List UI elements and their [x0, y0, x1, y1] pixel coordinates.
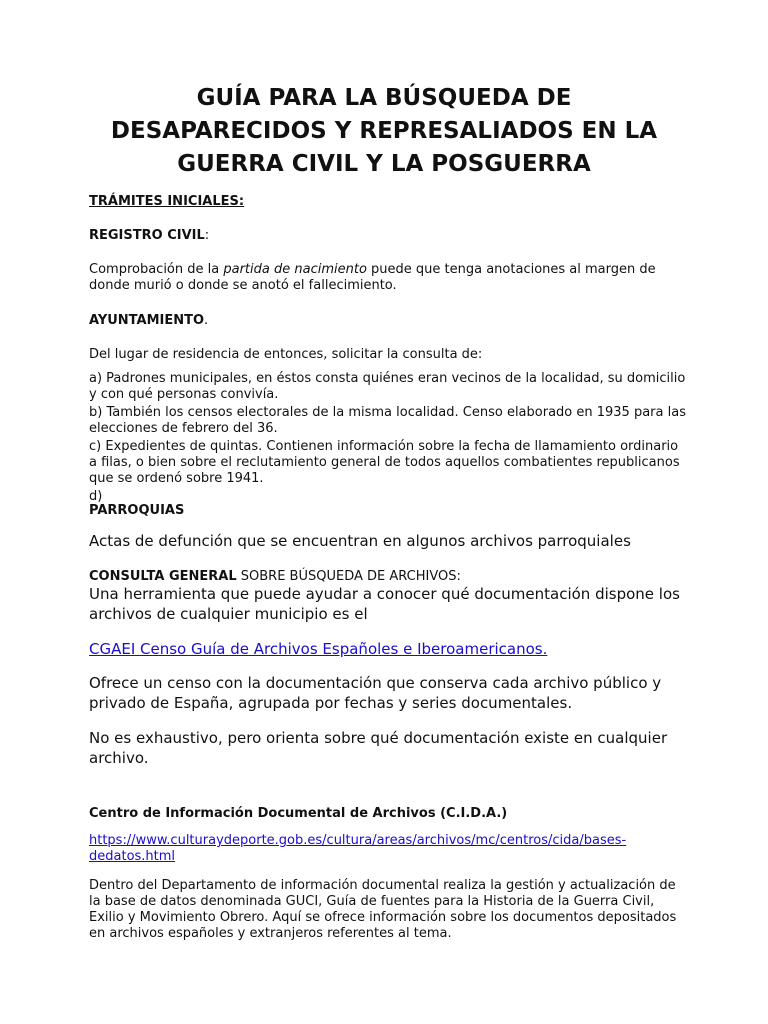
registro-heading-suffix: : — [204, 228, 210, 243]
consulta-heading — [89, 569, 689, 585]
title-line-3: GUERRA CIVIL Y LA POSGUERRA — [177, 151, 591, 177]
title-line-2: DESAPARECIDOS Y REPRESALIADOS EN LA — [110, 118, 658, 144]
list-item: c) Expedientes de quintas. Contienen información sobre la fecha de llamamiento ordinario a filas, o bien sobre el reclutamiento general de todos aquellos combatientes republicanos que se ordenó sobre 1941. — [89, 439, 680, 486]
consulta-heading-bold: CONSULTA GENERAL — [89, 569, 237, 584]
tramites-heading: TRÁMITES INICIALES: — [89, 194, 245, 209]
list-item: a) Padrones municipales, en éstos consta quiénes eran vecinos de la localidad, su domicilio y con qué personas convivía. — [89, 371, 686, 402]
consulta-para-2: No es exhaustivo, pero orienta sobre qué documentación existe en cualquier archivo. — [89, 729, 668, 767]
cida-link-line-1: https://www.culturaydeporte.gob.es/cultura/areas/archivos/mc/centros/cida/bases- — [89, 833, 627, 848]
consulta-para-1: Ofrece un censo con la documentación que conserva cada archivo público y privado de España, agrupada por fechas y series documentales. — [89, 674, 662, 712]
document-title — [60, 82, 708, 181]
registro-text — [89, 262, 689, 294]
parroquias-heading: PARROQUIAS — [89, 503, 185, 518]
consulta-text: Una herramienta que puede ayudar a conocer qué documentación dispone los archivos de cualquier municipio es el — [89, 585, 680, 623]
cida-link[interactable] — [89, 833, 689, 865]
cgaei-link[interactable]: CGAEI Censo Guía de Archivos Españoles e Iberoamericanos. — [89, 640, 548, 658]
ayuntamiento-list — [89, 371, 689, 505]
parroquias-text: Actas de defunción que se encuentran en algunos archivos parroquiales — [89, 532, 631, 550]
ayuntamiento-heading — [89, 313, 689, 329]
registro-text-italic: partida de nacimiento — [223, 262, 367, 277]
list-item: d) — [89, 489, 103, 504]
registro-text-post: puede que tenga anotaciones al margen de donde murió o donde se anotó el fallecimiento. — [89, 262, 656, 293]
cgaei-link-block — [89, 639, 689, 659]
cida-url-block — [89, 833, 689, 865]
ayuntamiento-heading-suffix: . — [204, 313, 209, 328]
ayuntamiento-heading-label: AYUNTAMIENTO — [89, 313, 205, 328]
registro-text-pre: Comprobación de la — [89, 262, 224, 277]
registro-heading-label: REGISTRO CIVIL — [89, 228, 205, 243]
title-line-1: GUÍA PARA LA BÚSQUEDA DE — [196, 85, 572, 111]
cida-heading: Centro de Información Documental de Archivos (C.I.D.A.) — [89, 806, 508, 821]
ayuntamiento-intro: Del lugar de residencia de entonces, solicitar la consulta de: — [89, 347, 483, 362]
registro-heading — [89, 228, 689, 244]
list-item: b) También los censos electorales de la misma localidad. Censo elaborado en 1935 para las elecciones de febrero del 36. — [89, 405, 686, 436]
cida-text: Dentro del Departamento de información documental realiza la gestión y actualización de la base de datos denominada GUCI, Guía de fuentes para la Historia de la Guerra Civil, Exilio y Movimiento Obrero. Aquí se ofrece información sobre los documentos depositados en archivos españoles y extranjeros referentes al tema. — [89, 878, 677, 941]
consulta-heading-rest: SOBRE BÚSQUEDA DE ARCHIVOS: — [236, 569, 461, 584]
cida-link-line-2: dedatos.html — [89, 849, 176, 864]
